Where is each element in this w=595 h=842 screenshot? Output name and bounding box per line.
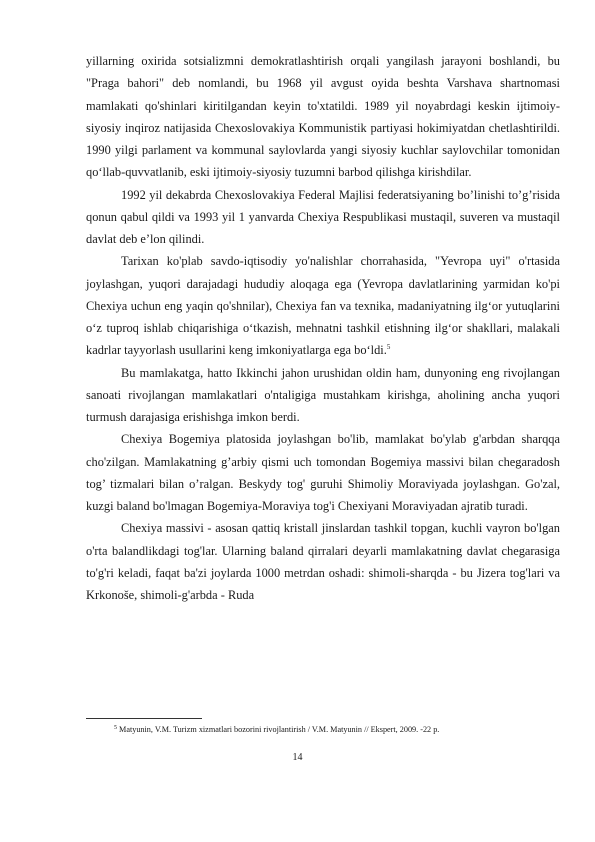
- body-text: [86, 50, 560, 606]
- paragraph-3: [86, 250, 560, 361]
- footnote-number: 5: [114, 725, 117, 731]
- footnote: [114, 724, 560, 735]
- page-number: 14: [292, 752, 303, 763]
- footnote-text: Matyunin, V.M. Turizm xizmatlari bozorini rivojlantirish / V.M. Matyunin // Ekspert, 2009. -22 p.: [119, 725, 440, 734]
- footnote-reference[interactable]: 5: [386, 343, 391, 352]
- paragraph-1: yillarning oxirida sotsializmni demokratlashtirish orqali yangilash jarayoni boshlandi, bu "Praga bahori" deb nomlandi, bu 1968 yil avgust oyida beshta Varshava shartnomasi mamlakati qo'shinlari kiritilgandan keyin to'xtatildi. 1989 yil noyabrdagi keskin ijtimoiy-siyosiy inqiroz natijasida Chexoslovakiya Kommunistik partiyasi hokimiyatdan chetlashtirildi. 1990 yilgi parlament va kommunal saylovlarda yangi siyosiy kuchlar saylovchilar tomonidan qo‘llab-quvvatlanib, eski ijtimoiy-siyosiy tuzumni barbod qilishga kirishdilar.: [86, 54, 560, 180]
- paragraph-5: Chexiya Bogemiya platosida joylashgan bo'lib, mamlakat bo'ylab g'arbdan sharqqa cho'zilgan. Mamlakatning g’arbiy qismi uch tomondan Bogemiya massivi bilan chegaradosh tog’ tizmalari bilan o’ralgan. Beskydy tog' guruhi Shimoliy Moraviyada joylashgan. Go'zal, kuzgi baland bo'lmagan Bogemiya-Moraviya tog'i Chexiyani Moraviyadan ajratib turadi.: [86, 432, 560, 513]
- paragraph-3-text: Tarixan ko'plab savdo-iqtisodiy yo'nalishlar chorrahasida, "Yevropa uyi" o'rtasida joylashgan, yuqori darajadagi hududiy aloqaga ega (Yevropa davlatlarining yarmidan ko'pi Chexiya uchun eng yaqin qo'shnilar), Chexiya fan va texnika, madaniyatning ilg‘or yutuqlarini o‘z tuproq ishlab chiqarishiga o‘tkazish, mehnatni tashkil etishning ilg‘or shakllari, malakali kadrlar tayyorlash usullarini keng imkoniyatlarga ega bo‘ldi.: [86, 254, 560, 358]
- paragraph-6: Chexiya massivi - asosan qattiq kristall jinslardan tashkil topgan, kuchli vayron bo'lgan o'rta balandlikdagi tog'lar. Ularning baland qirralari deyarli mamlakatning davlat chegarasiga to'g'ri keladi, faqat ba'zi joylarda 1000 metrdan oshadi: shimoli-sharqda - bu Jizera tog'lari va Krkonoše, shimoli-g'arbda - Ruda: [86, 521, 560, 602]
- footnote-divider: [86, 718, 202, 719]
- paragraph-2: 1992 yil dekabrda Chexoslovakiya Federal Majlisi federatsiyaning bo’linishi to’g’risida qonun qabul qildi va 1993 yil 1 yanvarda Chexiya Respublikasi mustaqil, suveren va mustaqil davlat deb e’lon qilindi.: [86, 187, 560, 246]
- paragraph-4: Bu mamlakatga, hatto Ikkinchi jahon urushidan oldin ham, dunyoning eng rivojlangan sanoati rivojlangan mamlakatlari o'ntaligiga mustahkam kirishga, aholining ancha yuqori turmush darajasiga erishishga imkon berdi.: [86, 365, 560, 424]
